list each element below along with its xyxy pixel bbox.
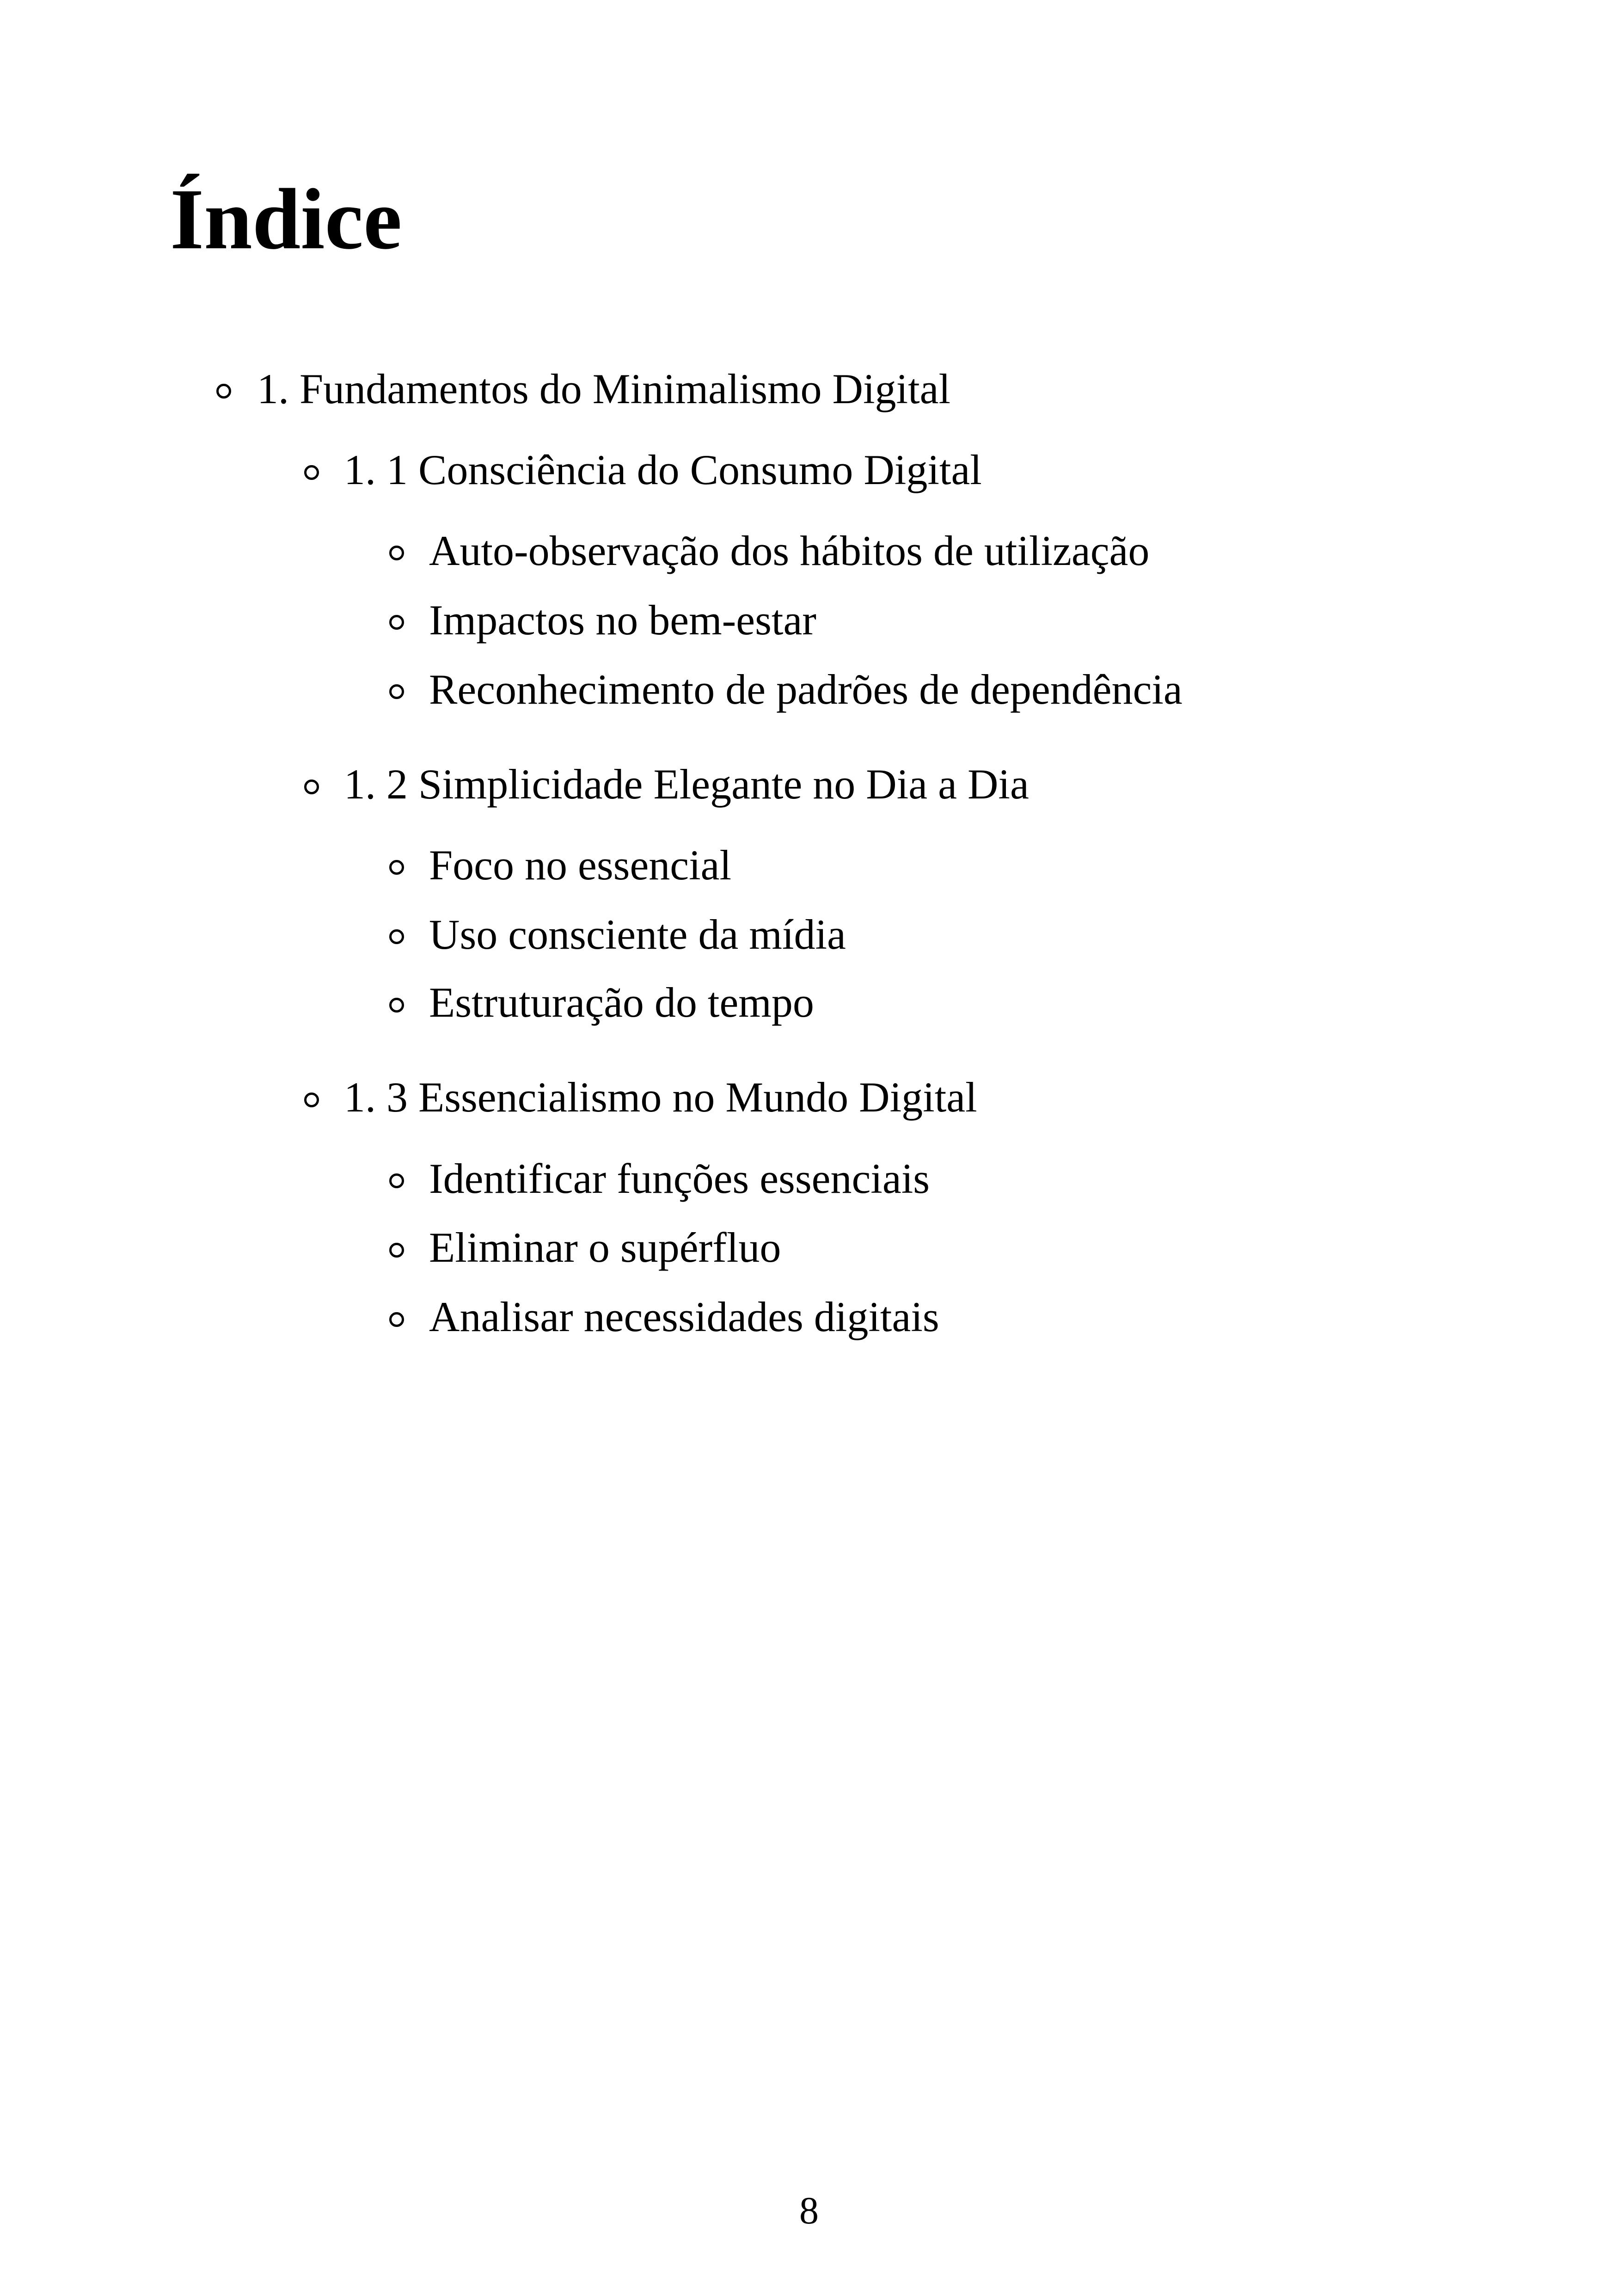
toc-section-1-1[interactable]: 1. 1 Consciência do Consumo Digital: [344, 446, 982, 493]
toc-item[interactable]: Impactos no bem-estar: [429, 596, 816, 644]
toc-item[interactable]: Auto-observação dos hábitos de utilização: [429, 527, 1150, 574]
toc-item[interactable]: Foco no essencial: [429, 841, 732, 889]
bullet-icon: [389, 615, 404, 630]
bullet-icon: [389, 684, 404, 699]
toc-chapter-1[interactable]: 1. Fundamentos do Minimalismo Digital: [257, 365, 951, 412]
page-title: Índice: [170, 171, 402, 267]
toc-item[interactable]: Eliminar o supérfluo: [429, 1224, 781, 1271]
toc-item[interactable]: Uso consciente da mídia: [429, 911, 846, 958]
bullet-icon: [216, 384, 231, 399]
toc-section-1-3[interactable]: 1. 3 Essencialismo no Mundo Digital: [344, 1074, 977, 1121]
toc-item[interactable]: Identificar funções essenciais: [429, 1155, 930, 1202]
bullet-icon: [304, 465, 319, 480]
toc-section-1-2[interactable]: 1. 2 Simplicidade Elegante no Dia a Dia: [344, 761, 1029, 808]
bullet-icon: [389, 1243, 404, 1258]
toc-item[interactable]: Analisar necessidades digitais: [429, 1293, 939, 1340]
bullet-icon: [389, 1173, 404, 1188]
bullet-icon: [389, 860, 404, 875]
page-number: 8: [799, 2189, 819, 2232]
bullet-icon: [304, 1093, 319, 1107]
bullet-icon: [389, 929, 404, 944]
toc-item[interactable]: Estruturação do tempo: [429, 979, 814, 1026]
toc-item[interactable]: Reconhecimento de padrões de dependência: [429, 666, 1183, 713]
bullet-icon: [304, 780, 319, 794]
bullet-icon: [389, 546, 404, 560]
bullet-icon: [389, 998, 404, 1013]
bullet-icon: [389, 1312, 404, 1327]
